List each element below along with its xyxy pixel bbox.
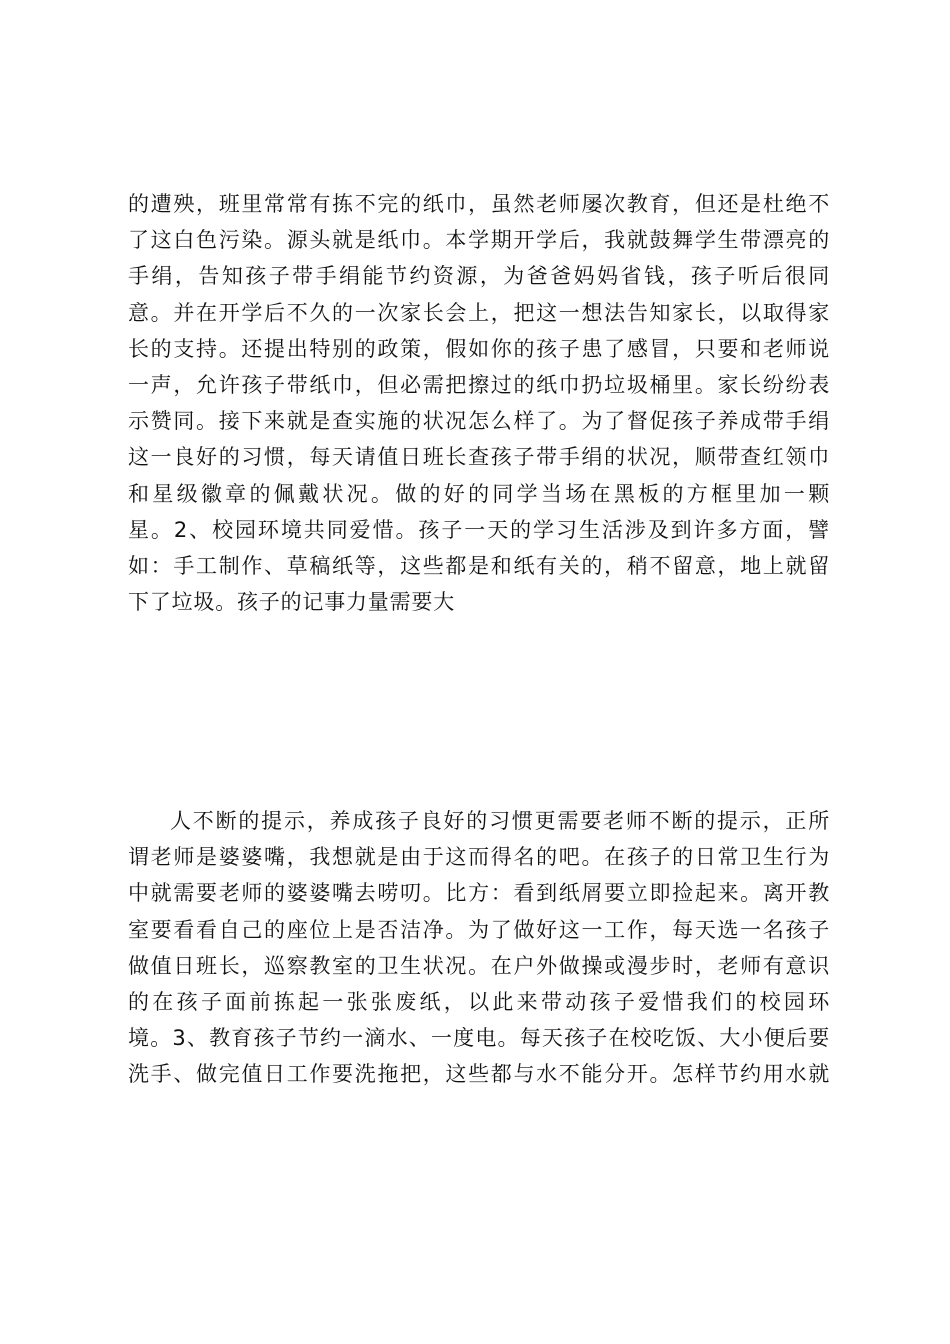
paragraph-line: 中就需要老师的婆婆嘴去唠叨。比方：看到纸屑要立即捡起来。离开教 [128, 881, 830, 906]
paragraph-line: 境。3、教育孩子节约一滴水、一度电。每天孩子在校吃饭、大小便后要 [128, 1026, 830, 1051]
paragraph-line: 人不断的提示，养成孩子良好的习惯更需要老师不断的提示，正所 [170, 809, 830, 833]
paragraph-line: 星。2、校园环境共同爱惜。孩子一天的学习生活涉及到许多方面，譬 [128, 517, 830, 542]
paragraph-line: 意。并在开学后不久的一次家长会上，把这一想法告知家长，以取得家 [128, 300, 830, 325]
paragraph-line: 这一良好的习惯，每天请值日班长查孩子带手绢的状况，顺带查红领巾 [128, 445, 830, 470]
paragraph-line: 下了垃圾。孩子的记事力量需要大 [128, 590, 455, 615]
paragraph-line: 示赞同。接下来就是查实施的状况怎么样了。为了督促孩子养成带手绢 [128, 409, 830, 434]
paragraph-line: 洗手、做完值日工作要洗拖把，这些都与水不能分开。怎样节约用水就 [128, 1062, 830, 1087]
paragraph-1 [128, 186, 830, 620]
paragraph-line: 谓老师是婆婆嘴，我想就是由于这而得名的吧。在孩子的日常卫生行为 [128, 845, 830, 870]
paragraph-line: 手绢，告知孩子带手绢能节约资源，为爸爸妈妈省钱，孩子听后很同 [128, 264, 830, 289]
paragraph-line: 的在孩子面前拣起一张张废纸，以此来带动孩子爱惜我们的校园环 [128, 989, 830, 1014]
paragraph-line: 和星级徽章的佩戴状况。做的好的同学当场在黑板的方框里加一颗 [128, 481, 830, 506]
paragraph-line: 一声，允许孩子带纸巾，但必需把擦过的纸巾扔垃圾桶里。家长纷纷表 [128, 372, 830, 397]
paragraph-line: 室要看看自己的座位上是否洁净。为了做好这一工作，每天选一名孩子 [128, 917, 830, 942]
paragraph-2 [128, 803, 830, 1093]
paragraph-line: 的遭殃，班里常常有拣不完的纸巾，虽然老师屡次教育，但还是杜绝不 [128, 192, 830, 216]
paragraph-line: 做值日班长，巡察教室的卫生状况。在户外做操或漫步时，老师有意识 [128, 953, 830, 978]
paragraph-line: 长的支持。还提出特别的政策，假如你的孩子患了感冒，只要和老师说 [128, 336, 830, 361]
paragraph-line: 了这白色污染。源头就是纸巾。本学期开学后，我就鼓舞学生带漂亮的 [128, 228, 830, 253]
paragraph-line: 如：手工制作、草稿纸等，这些都是和纸有关的，稍不留意，地上就留 [128, 553, 830, 578]
